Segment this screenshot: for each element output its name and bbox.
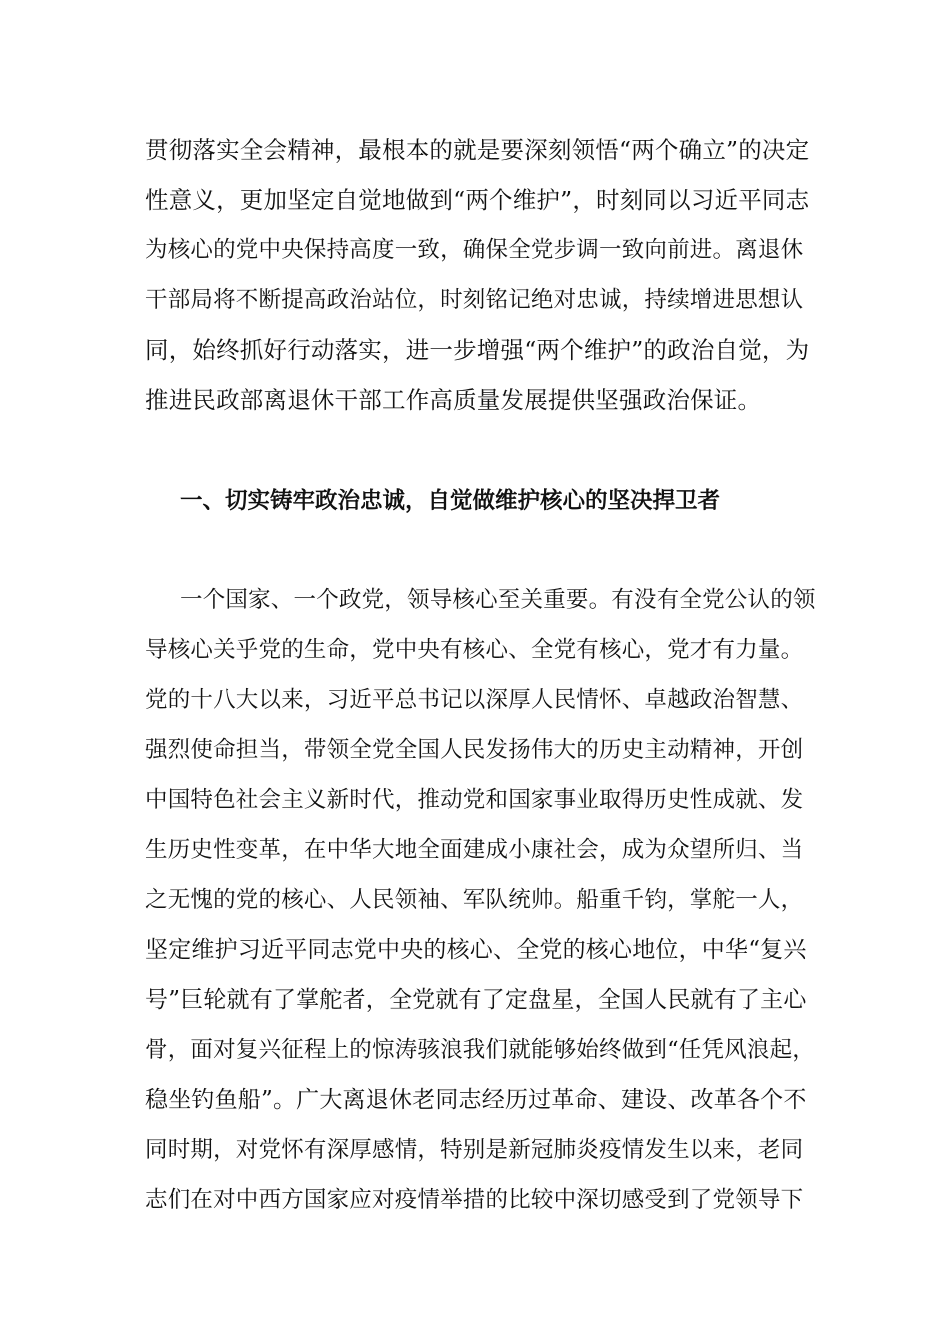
paragraph-1-line-6: 推进民政部离退休干部工作高质量发展提供坚强政治保证。: [145, 386, 762, 414]
paragraph-2-line-10: 骨，面对复兴征程上的惊涛骇浪我们就能够始终做到“任凭风浪起，: [145, 1037, 816, 1063]
section-heading: 一、切实铸牢政治忠诚，自觉做维护核心的坚决捍卫者: [180, 488, 721, 514]
paragraph-2-line-9: 号”巨轮就有了掌舵者，全党就有了定盘星，全国人民就有了主心: [145, 987, 807, 1013]
paragraph-2-line-4: 强烈使命担当，带领全党全国人民发扬伟大的历史主动精神，开创: [145, 737, 804, 763]
paragraph-2-line-5: 中国特色社会主义新时代，推动党和国家事业取得历史性成就、发: [145, 787, 804, 813]
paragraph-1-line-1: 贯彻落实全会精神，最根本的就是要深刻领悟“两个确立”的决定: [145, 136, 810, 164]
paragraph-1-line-4: 干部局将不断提高政治站位，时刻铭记绝对忠诚，持续增进思想认: [145, 287, 804, 313]
paragraph-2-line-13: 志们在对中西方国家应对疫情举措的比较中深切感受到了党领导下: [145, 1187, 804, 1213]
paragraph-2-line-12: 同时期，对党怀有深厚感情，特别是新冠肺炎疫情发生以来，老同: [145, 1137, 804, 1163]
paragraph-1-line-3: 为核心的党中央保持高度一致，确保全党步调一致向前进。离退休: [145, 237, 804, 263]
paragraph-2-line-2: 导核心关乎党的生命，党中央有核心、全党有核心，党才有力量。: [145, 637, 804, 663]
paragraph-2-line-6: 生历史性变革，在中华大地全面建成小康社会，成为众望所归、当: [145, 837, 804, 863]
paragraph-2-line-3: 党的十八大以来，习近平总书记以深厚人民情怀、卓越政治智慧、: [145, 687, 804, 713]
paragraph-2-line-8: 坚定维护习近平同志党中央的核心、全党的核心地位，中华“复兴: [145, 937, 807, 963]
paragraph-2-line-11: 稳坐钓鱼船”。广大离退休老同志经历过革命、建设、改革各个不: [145, 1087, 807, 1113]
paragraph-1-line-5: 同，始终抓好行动落实，进一步增强“两个维护”的政治自觉，为: [145, 336, 810, 364]
paragraph-1-line-2: 性意义，更加坚定自觉地做到“两个维护”，时刻同以习近平同志: [145, 186, 810, 214]
paragraph-2-line-1: 一个国家、一个政党，领导核心至关重要。有没有全党公认的领: [180, 587, 816, 613]
paragraph-2-line-7: 之无愧的党的核心、人民领袖、军队统帅。船重千钧，掌舵一人，: [145, 887, 804, 913]
